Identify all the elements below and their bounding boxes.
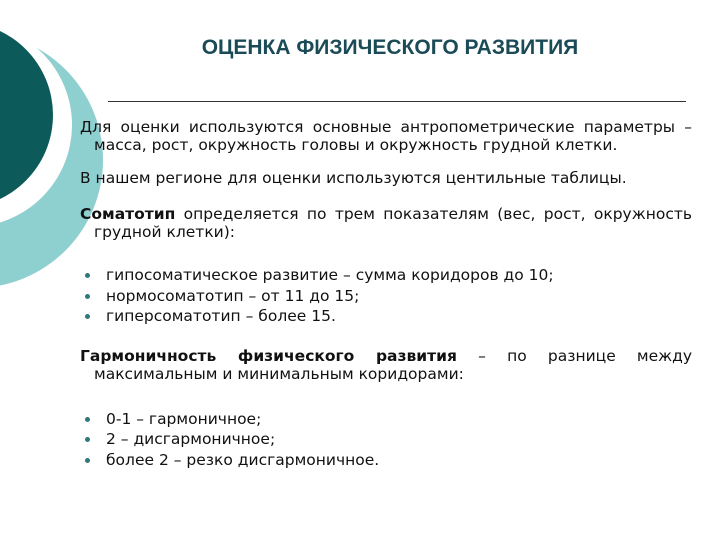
- list-item-text: нормосоматотип – от 11 до 15;: [106, 286, 360, 305]
- harmony-definition: – по разнице между максимальным и минимальным коридорами:: [94, 346, 692, 383]
- bullet-icon: [85, 437, 90, 442]
- list-item-text: 2 – дисгармоничное;: [106, 430, 276, 448]
- list-item: [80, 265, 692, 286]
- list-item: [80, 409, 692, 430]
- list-item-text: гипосоматическое развитие – сумма коридоров до 10;: [106, 266, 554, 284]
- paragraph-harmony: [80, 347, 692, 383]
- bullet-icon: [85, 273, 90, 278]
- bullet-icon: [85, 314, 90, 319]
- title-underline: [108, 101, 686, 102]
- list-item: [80, 306, 692, 327]
- somatotype-list: [80, 265, 692, 327]
- harmony-term: Гармоничность физического развития: [80, 346, 457, 365]
- bullet-icon: [85, 458, 90, 463]
- paragraph-somatotype: [80, 205, 692, 241]
- bullet-icon: [85, 294, 90, 299]
- list-item-text: гиперсоматотип – более 15.: [106, 307, 336, 325]
- paragraph-region: В нашем регионе для оценки используются центильные таблицы.: [80, 169, 627, 187]
- slide-content: [80, 118, 692, 470]
- paragraph-parameters: Для оценки используются основные антропометрические параметры – масса, рост, окружность головы и окружность грудной клетки.: [80, 118, 692, 154]
- somatotype-term: Соматотип: [80, 205, 176, 223]
- bullet-icon: [85, 417, 90, 422]
- list-item: [80, 429, 692, 450]
- list-item-text: более 2 – резко дисгармоничное.: [106, 450, 380, 469]
- slide-title: ОЦЕНКА ФИЗИЧЕСКОГО РАЗВИТИЯ: [201, 36, 579, 59]
- harmony-list: [80, 409, 692, 471]
- list-item: [80, 286, 692, 307]
- list-item: [80, 450, 692, 471]
- somatotype-definition: определяется по трем показателям (вес, рост, окружность грудной клетки):: [94, 205, 692, 241]
- list-item-text: 0-1 – гармоничное;: [106, 409, 262, 428]
